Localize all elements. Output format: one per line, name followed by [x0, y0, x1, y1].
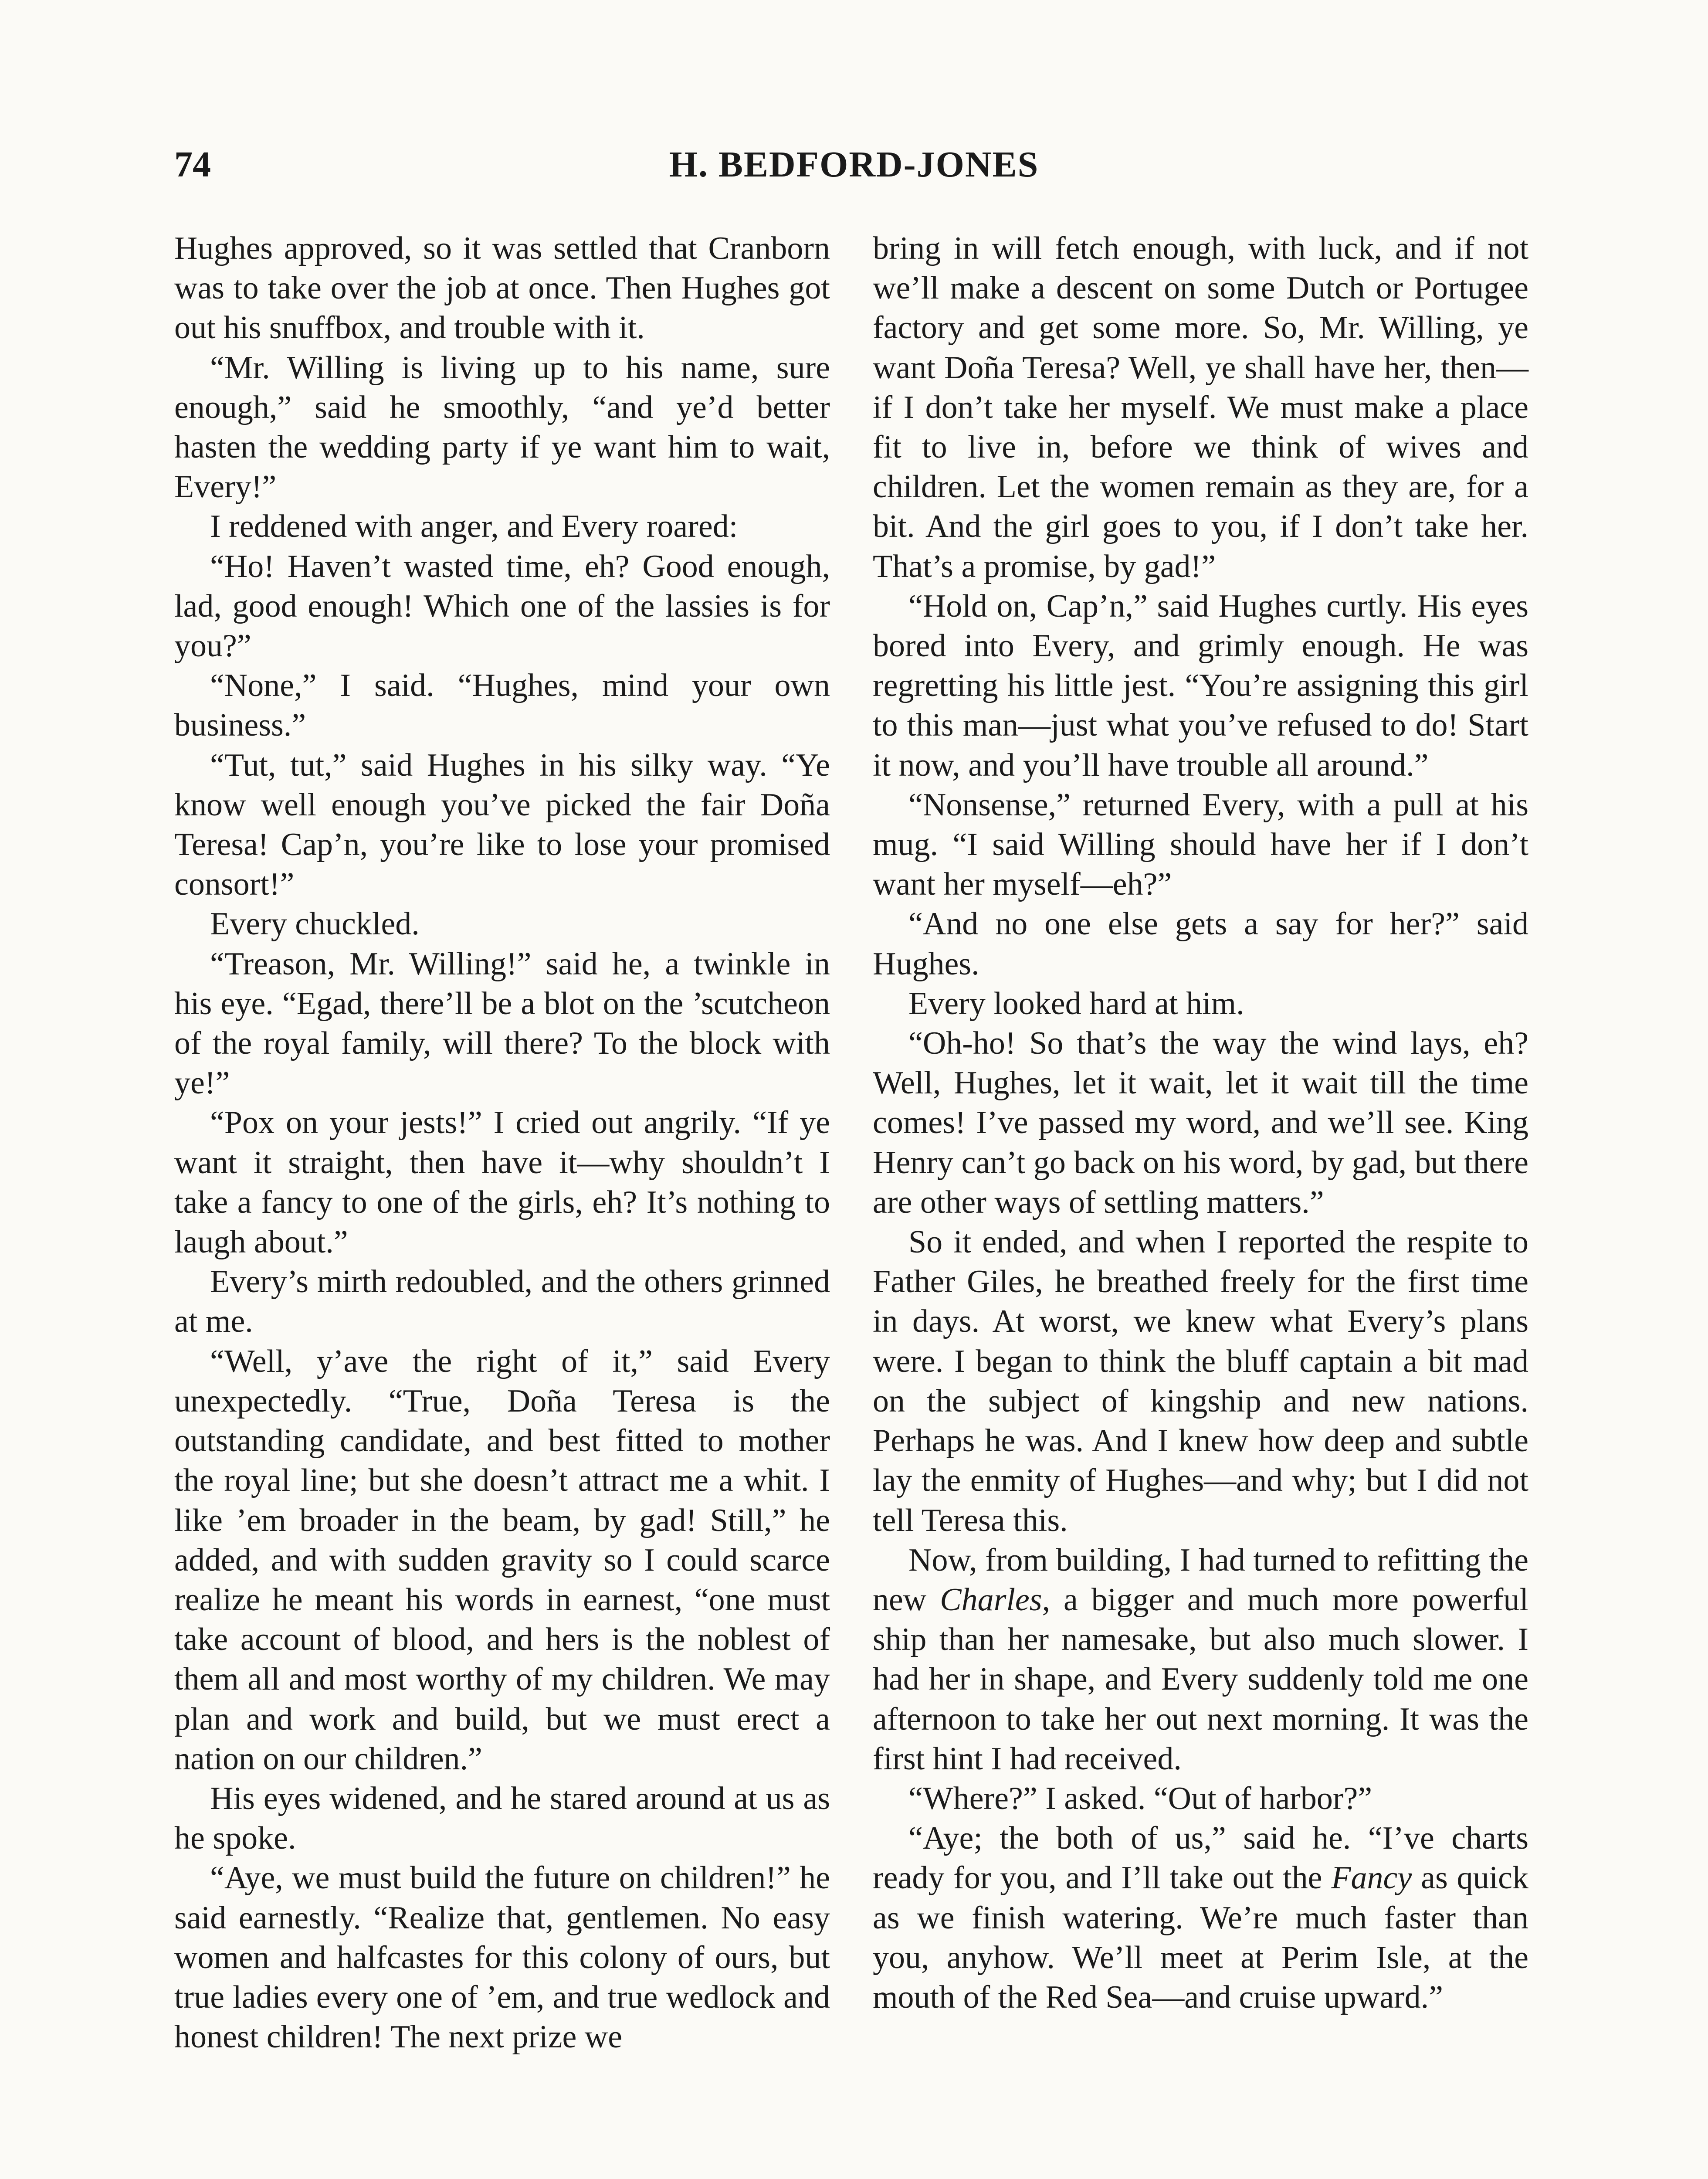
paragraph: “Treason, Mr. Willing!” said he, a twinkle in his eye. “Egad, there’ll be a blot on the ’scutcheon of the royal family, will there? To the block with ye!”	[174, 946, 830, 1101]
paragraph: “Pox on your jests!” I cried out angrily. “If ye want it straight, then have it—why shouldn’t I take a fancy to one of the girls, eh? It’s nothing to laugh about.”	[174, 1105, 830, 1260]
paragraph: So it ended, and when I reported the respite to Father Giles, he breathed freely for the first time in days. At worst, we knew what Every’s plans were. I began to think the bluff captain a bit mad on the subject of kingship and new nations. Perhaps he was. And I knew how deep and subtle lay the enmity of Hughes—and why; but I did not tell Teresa this.	[873, 1224, 1528, 1538]
text-run: as quick as we finish watering. We’re much faster than you, anyhow. We’ll meet at Perim Isle, at the mouth of the Red Sea—and cruise upward.”	[873, 1860, 1528, 2015]
paragraph: I reddened with anger, and Every roared:	[210, 509, 738, 545]
ship-name-italic: Fancy	[1331, 1860, 1412, 1896]
text-run: Now, from building, I had turned to refitting the new	[873, 1542, 1528, 1618]
paragraph: “Oh-ho! So that’s the way the wind lays, eh? Well, Hughes, let it wait, let it wait till the time comes! I’ve passed my word, and we’ll see. King Henry can’t go back on his word, by gad, but there are other ways of settling matters.”	[873, 1025, 1528, 1220]
paragraph: “Where?” I asked. “Out of harbor?”	[908, 1780, 1372, 1816]
paragraph: “Hold on, Cap’n,” said Hughes curtly. His eyes bored into Every, and grimly enough. He was regretting his little jest. “You’re assigning this girl to this man—just what you’ve refused to do! Start it now, and you’ll have trouble all around.”	[873, 588, 1528, 783]
paragraph: “Aye, we must build the future on children!” he said earnestly. “Realize that, gentlemen. No easy women and halfcastes for this colony of ours, but true ladies every one of ’em, and true wedlock and honest children! The next prize we	[174, 1860, 830, 2055]
paragraph: “Ho! Haven’t wasted time, eh? Good enough, lad, good enough! Which one of the lassies is for you?”	[174, 548, 830, 664]
paragraph: “And no one else gets a say for her?” said Hughes.	[873, 906, 1528, 982]
running-head: H. BEDFORD-JONES	[669, 144, 1039, 185]
paragraph-charles	[873, 1541, 1528, 1779]
paragraph: Every looked hard at him.	[908, 985, 1244, 1022]
paragraph: Every’s mirth redoubled, and the others grinned at me.	[174, 1264, 830, 1340]
paragraph: Every chuckled.	[210, 906, 420, 942]
right-column	[873, 229, 1528, 2017]
ship-name-italic: Charles	[940, 1582, 1042, 1618]
paragraph-continued: bring in will fetch enough, with luck, and if not we’ll make a descent on some Dutch or Portugee factory and get some more. So, Mr. Willing, ye want Doña Teresa? Well, ye shall have her, then—if I don’t take her myself. We must make a place fit to live in, before we think of wives and children. Let the women remain as they are, for a bit. And the girl goes to you, if I don’t take her. That’s a promise, by gad!”	[873, 231, 1528, 584]
paragraph: His eyes widened, and he stared around at us as he spoke.	[174, 1780, 830, 1857]
left-column	[174, 229, 830, 2057]
paragraph: “Mr. Willing is living up to his name, sure enough,” said he smoothly, “and ye’d better hasten the wedding party if ye want him to wait, Every!”	[174, 350, 830, 505]
page-header	[174, 139, 1534, 191]
paragraph-fancy	[873, 1819, 1528, 2017]
paragraph: “Well, y’ave the right of it,” said Every unexpectedly. “True, Doña Teresa is the outstanding candidate, and best fitted to mother the royal line; but she doesn’t attract me a whit. I like ’em broader in the beam, by gad! Still,” he added, and with sudden gravity so I could scarce realize he meant his words in earnest, “one must take account of blood, and hers is the noblest of them all and most worthy of my children. We may plan and work and build, but we must erect a nation on our children.”	[174, 1343, 830, 1777]
paragraph: Hughes approved, so it was settled that Cranborn was to take over the job at once. Then Hughes got out his snuffbox, and trouble with it.	[174, 231, 830, 346]
text-run: “Aye; the both of us,” said he. “I’ve charts ready for you, and I’ll take out the	[873, 1820, 1528, 1896]
paragraph: “None,” I said. “Hughes, mind your own business.”	[174, 668, 830, 743]
page-number: 74	[174, 144, 211, 185]
paragraph: “Nonsense,” returned Every, with a pull at his mug. “I said Willing should have her if I don’t want her myself—eh?”	[873, 787, 1528, 903]
paragraph: “Tut, tut,” said Hughes in his silky way. “Ye know well enough you’ve picked the fair Doña Teresa! Cap’n, you’re like to lose your promised consort!”	[174, 747, 830, 903]
text-run: , a bigger and much more powerful ship than her namesake, but also much slower. I had her in shape, and Every suddenly told me one afternoon to take her out next morning. It was the first hint I had received.	[873, 1582, 1528, 1777]
